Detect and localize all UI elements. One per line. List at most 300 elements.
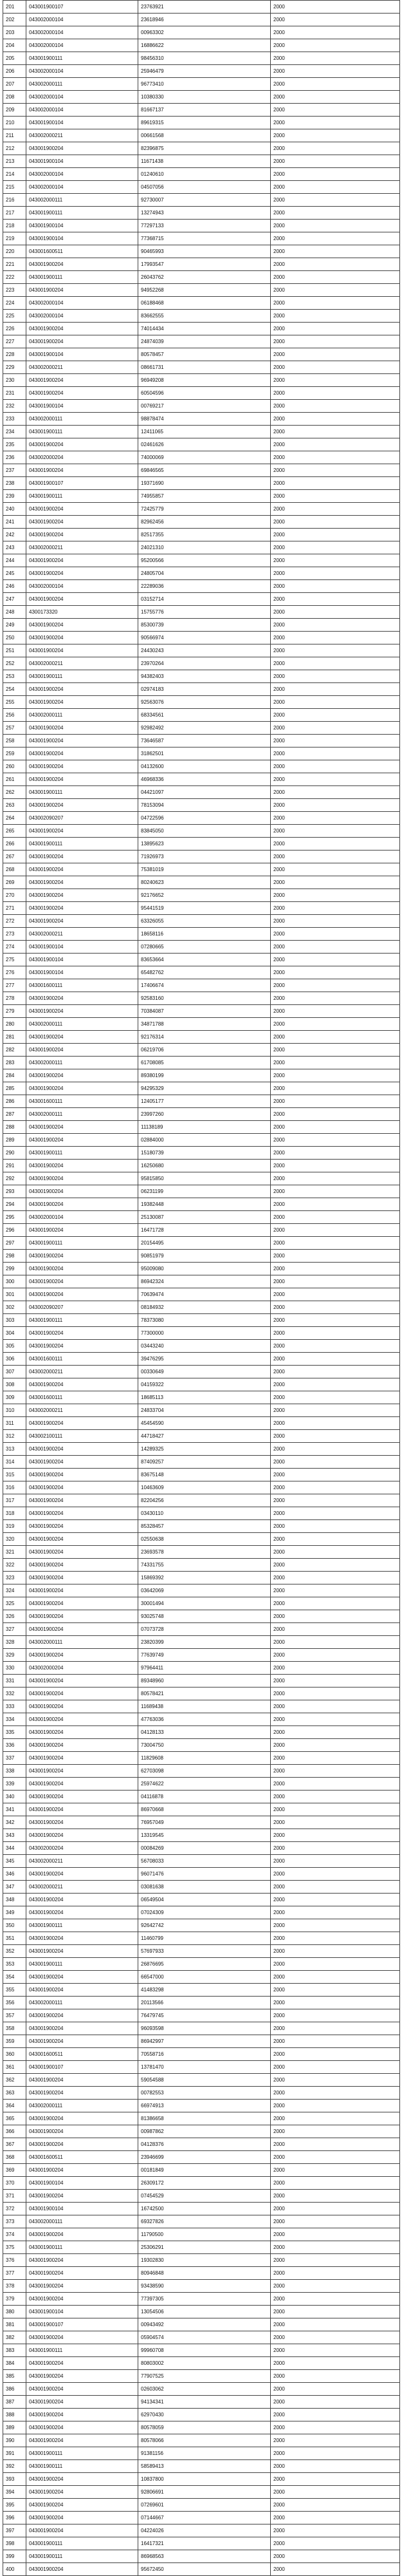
row-number-cell: 242 (3, 529, 26, 541)
amount-cell: 2000 (271, 361, 400, 374)
account-code-cell: 043001900204 (26, 1752, 138, 1765)
amount-cell: 2000 (271, 644, 400, 657)
id-number-cell: 07454529 (138, 2190, 271, 2203)
id-number-cell: 95200566 (138, 554, 271, 567)
amount-cell: 2000 (271, 1958, 400, 1971)
account-code-cell: 043001900204 (26, 2009, 138, 2022)
row-number-cell: 372 (3, 2203, 26, 2215)
account-code-cell: 043002000211 (26, 928, 138, 941)
table-row (3, 451, 400, 464)
amount-cell: 2000 (271, 2524, 400, 2537)
id-number-cell: 02603062 (138, 2383, 271, 2396)
amount-cell: 2000 (271, 1069, 400, 1082)
row-number-cell: 284 (3, 1069, 26, 1082)
table-row (3, 1700, 400, 1713)
amount-cell: 2000 (271, 2009, 400, 2022)
table-row (3, 14, 400, 26)
account-code-cell: 043001900107 (26, 2061, 138, 2074)
id-number-cell: 07144667 (138, 2512, 271, 2524)
amount-cell: 2000 (271, 1018, 400, 1031)
id-number-cell: 07280665 (138, 941, 271, 954)
id-number-cell: 23693578 (138, 1546, 271, 1559)
id-number-cell: 72425779 (138, 503, 271, 516)
table-row (3, 2421, 400, 2434)
id-number-cell: 92176652 (138, 889, 271, 902)
table-row (3, 2087, 400, 2100)
amount-cell: 2000 (271, 1301, 400, 1314)
account-code-cell: 043001900204 (26, 1765, 138, 1778)
row-number-cell: 254 (3, 683, 26, 696)
account-code-cell: 043001900204 (26, 696, 138, 709)
row-number-cell: 278 (3, 992, 26, 1005)
id-number-cell: 16250680 (138, 1160, 271, 1172)
amount-cell: 2000 (271, 2074, 400, 2087)
account-code-cell: 043001900204 (26, 1816, 138, 1829)
row-number-cell: 290 (3, 1147, 26, 1160)
row-number-cell: 223 (3, 284, 26, 297)
table-row (3, 2009, 400, 2022)
row-number-cell: 212 (3, 142, 26, 155)
amount-cell: 2000 (271, 2550, 400, 2563)
account-code-cell: 043001900204 (26, 799, 138, 812)
row-number-cell: 336 (3, 1739, 26, 1752)
account-code-cell: 043001900204 (26, 2112, 138, 2125)
amount-cell: 2000 (271, 2022, 400, 2035)
amount-cell: 2000 (271, 1224, 400, 1237)
id-number-cell: 90465993 (138, 245, 271, 258)
account-code-cell: 043002000111 (26, 1636, 138, 1649)
row-number-cell: 375 (3, 2241, 26, 2254)
table-row (3, 1031, 400, 1044)
account-code-cell: 043001900204 (26, 1803, 138, 1816)
table-row (3, 1172, 400, 1185)
table-row (3, 2331, 400, 2344)
row-number-cell: 243 (3, 541, 26, 554)
amount-cell: 2000 (271, 1417, 400, 1430)
row-number-cell: 237 (3, 464, 26, 477)
amount-cell: 2000 (271, 2370, 400, 2383)
row-number-cell: 219 (3, 232, 26, 245)
amount-cell: 2000 (271, 438, 400, 451)
table-row (3, 1237, 400, 1250)
table-row (3, 2512, 400, 2524)
amount-cell: 2000 (271, 2138, 400, 2151)
amount-cell: 2000 (271, 2215, 400, 2228)
table-row (3, 735, 400, 747)
row-number-cell: 256 (3, 709, 26, 722)
id-number-cell: 96071476 (138, 1868, 271, 1881)
amount-cell: 2000 (271, 2267, 400, 2280)
id-number-cell: 62970430 (138, 2409, 271, 2421)
account-code-cell: 043001900204 (26, 1469, 138, 1481)
account-code-cell: 043001900204 (26, 876, 138, 889)
id-number-cell: 90851979 (138, 1250, 271, 1263)
table-row (3, 284, 400, 297)
table-row (3, 1160, 400, 1172)
account-code-cell: 043001900204 (26, 374, 138, 387)
table-row (3, 1726, 400, 1739)
table-row (3, 760, 400, 773)
account-code-cell: 043001900204 (26, 1829, 138, 1842)
table-row (3, 490, 400, 503)
table-row (3, 413, 400, 426)
table-row (3, 207, 400, 220)
amount-cell: 2000 (271, 2048, 400, 2061)
amount-cell: 2000 (271, 670, 400, 683)
amount-cell: 2000 (271, 2112, 400, 2125)
table-row (3, 2318, 400, 2331)
amount-cell: 2000 (271, 1185, 400, 1198)
row-number-cell: 303 (3, 1314, 26, 1327)
id-number-cell: 83845050 (138, 825, 271, 838)
row-number-cell: 258 (3, 735, 26, 747)
account-code-cell: 043001900204 (26, 2396, 138, 2409)
amount-cell: 2000 (271, 2460, 400, 2473)
account-code-cell: 043001900204 (26, 1250, 138, 1263)
amount-cell: 2000 (271, 220, 400, 232)
id-number-cell: 23997260 (138, 1108, 271, 1121)
table-row (3, 1507, 400, 1520)
amount-cell: 2000 (271, 181, 400, 194)
account-code-cell: 043001600111 (26, 979, 138, 992)
row-number-cell: 385 (3, 2370, 26, 2383)
id-number-cell: 95009080 (138, 1263, 271, 1275)
table-row (3, 786, 400, 799)
row-number-cell: 332 (3, 1688, 26, 1700)
table-row (3, 2138, 400, 2151)
amount-cell: 2000 (271, 1404, 400, 1417)
table-row (3, 426, 400, 438)
row-number-cell: 318 (3, 1507, 26, 1520)
amount-cell: 2000 (271, 1572, 400, 1584)
account-code-cell: 043001900204 (26, 1868, 138, 1881)
account-code-cell: 043001900204 (26, 2524, 138, 2537)
amount-cell: 2000 (271, 451, 400, 464)
account-code-cell: 043001900204 (26, 1288, 138, 1301)
table-row (3, 670, 400, 683)
amount-cell: 2000 (271, 503, 400, 516)
row-number-cell: 383 (3, 2344, 26, 2357)
table-row (3, 773, 400, 786)
account-code-cell: 043002100111 (26, 1430, 138, 1443)
amount-cell: 2000 (271, 2331, 400, 2344)
id-number-cell: 23970264 (138, 657, 271, 670)
amount-cell: 2000 (271, 1250, 400, 1263)
table-row (3, 992, 400, 1005)
amount-cell: 2000 (271, 1919, 400, 1932)
account-code-cell: 043001900204 (26, 284, 138, 297)
id-number-cell: 92583160 (138, 992, 271, 1005)
amount-cell: 2000 (271, 2537, 400, 2550)
account-code-cell: 043001900204 (26, 1417, 138, 1430)
id-number-cell: 19371690 (138, 477, 271, 490)
id-number-cell: 75381019 (138, 863, 271, 876)
id-number-cell: 07073728 (138, 1623, 271, 1636)
table-row (3, 863, 400, 876)
table-row (3, 1121, 400, 1134)
table-row (3, 1275, 400, 1288)
account-code-cell: 043001900111 (26, 2344, 138, 2357)
id-number-cell: 99960708 (138, 2344, 271, 2357)
account-code-cell: 043002090207 (26, 812, 138, 825)
row-number-cell: 206 (3, 65, 26, 78)
table-row (3, 1984, 400, 1997)
amount-cell: 2000 (271, 2190, 400, 2203)
table-row (3, 838, 400, 851)
id-number-cell: 76957049 (138, 1816, 271, 1829)
row-number-cell: 260 (3, 760, 26, 773)
account-code-cell: 043001900111 (26, 786, 138, 799)
id-number-cell: 03081638 (138, 1881, 271, 1894)
account-code-cell: 043001900204 (26, 1945, 138, 1958)
account-code-cell: 043001900204 (26, 1275, 138, 1288)
table-row (3, 928, 400, 941)
account-code-cell: 043001900204 (26, 1494, 138, 1507)
amount-cell: 2000 (271, 2383, 400, 2396)
account-code-cell: 043001900204 (26, 2434, 138, 2447)
amount-cell: 2000 (271, 863, 400, 876)
account-code-cell: 043001900204 (26, 1185, 138, 1198)
table-row (3, 1623, 400, 1636)
table-row (3, 1108, 400, 1121)
row-number-cell: 234 (3, 426, 26, 438)
id-number-cell: 02461626 (138, 438, 271, 451)
table-row (3, 2550, 400, 2563)
account-code-cell: 043001900204 (26, 1456, 138, 1469)
amount-cell: 2000 (271, 954, 400, 966)
id-number-cell: 73004750 (138, 1739, 271, 1752)
id-number-cell: 16471728 (138, 1224, 271, 1237)
id-number-cell: 06188468 (138, 297, 271, 310)
account-code-cell: 043001900204 (26, 2254, 138, 2267)
account-code-cell: 043001900204 (26, 2074, 138, 2087)
amount-cell: 2000 (271, 838, 400, 851)
amount-cell: 2000 (271, 2318, 400, 2331)
account-code-cell: 430017332​0 (26, 606, 138, 619)
row-number-cell: 391 (3, 2447, 26, 2460)
account-code-cell: 043001900204 (26, 1005, 138, 1018)
id-number-cell: 22289036 (138, 580, 271, 593)
account-code-cell: 043002000111 (26, 2100, 138, 2112)
amount-cell: 2000 (271, 1481, 400, 1494)
account-code-cell: 043001900111 (26, 1958, 138, 1971)
row-number-cell: 323 (3, 1572, 26, 1584)
amount-cell: 2000 (271, 1791, 400, 1803)
amount-cell: 2000 (271, 1263, 400, 1275)
amount-cell: 2000 (271, 104, 400, 117)
row-number-cell: 396 (3, 2512, 26, 2524)
account-code-cell: 043001900111 (26, 1237, 138, 1250)
id-number-cell: 11689438 (138, 1700, 271, 1713)
row-number-cell: 309 (3, 1391, 26, 1404)
row-number-cell: 251 (3, 644, 26, 657)
account-code-cell: 043002000111 (26, 1997, 138, 2009)
table-row (3, 1572, 400, 1584)
account-code-cell: 043001900204 (26, 2563, 138, 2576)
table-row (3, 1147, 400, 1160)
id-number-cell: 86970668 (138, 1803, 271, 1816)
account-code-cell: 043002000104 (26, 580, 138, 593)
row-number-cell: 368 (3, 2151, 26, 2164)
account-code-cell: 043001900204 (26, 258, 138, 271)
amount-cell: 2000 (271, 1868, 400, 1881)
account-code-cell: 043001900204 (26, 1044, 138, 1057)
id-number-cell: 10837800 (138, 2473, 271, 2486)
table-row (3, 2434, 400, 2447)
id-number-cell: 06549504 (138, 1894, 271, 1906)
table-row (3, 1185, 400, 1198)
table-row (3, 1263, 400, 1275)
account-code-cell: 043001900204 (26, 2370, 138, 2383)
table-row (3, 644, 400, 657)
row-number-cell: 294 (3, 1198, 26, 1211)
id-number-cell: 69846565 (138, 464, 271, 477)
row-number-cell: 253 (3, 670, 26, 683)
row-number-cell: 230 (3, 374, 26, 387)
id-number-cell: 14289325 (138, 1443, 271, 1456)
row-number-cell: 313 (3, 1443, 26, 1456)
row-number-cell: 377 (3, 2267, 26, 2280)
id-number-cell: 30001494 (138, 1597, 271, 1610)
amount-cell: 2000 (271, 1623, 400, 1636)
amount-cell: 2000 (271, 2486, 400, 2499)
id-number-cell: 93438590 (138, 2280, 271, 2293)
account-code-cell: 043001900204 (26, 825, 138, 838)
row-number-cell: 287 (3, 1108, 26, 1121)
table-row (3, 1430, 400, 1443)
row-number-cell: 220 (3, 245, 26, 258)
table-row (3, 2396, 400, 2409)
table-row (3, 194, 400, 207)
account-code-cell: 043001900204 (26, 683, 138, 696)
table-row (3, 2537, 400, 2550)
id-number-cell: 02550638 (138, 1533, 271, 1546)
amount-cell: 2000 (271, 2061, 400, 2074)
table-row (3, 2035, 400, 2048)
table-row (3, 1932, 400, 1945)
id-number-cell: 80803002 (138, 2357, 271, 2370)
amount-cell: 2000 (271, 889, 400, 902)
id-number-cell: 00330649 (138, 1366, 271, 1378)
amount-cell: 2000 (271, 529, 400, 541)
amount-cell: 2000 (271, 1945, 400, 1958)
id-number-cell: 04507056 (138, 181, 271, 194)
row-number-cell: 331 (3, 1675, 26, 1688)
account-code-cell: 043001900204 (26, 1443, 138, 1456)
account-code-cell: 043001900204 (26, 387, 138, 400)
table-row (3, 1494, 400, 1507)
table-row (3, 941, 400, 954)
account-code-cell: 043002000211 (26, 1881, 138, 1894)
row-number-cell: 398 (3, 2537, 26, 2550)
table-row (3, 1662, 400, 1675)
id-number-cell: 74331755 (138, 1559, 271, 1572)
row-number-cell: 355 (3, 1984, 26, 1997)
amount-cell: 2000 (271, 129, 400, 142)
id-number-cell: 81386658 (138, 2112, 271, 2125)
account-code-cell: 043001900204 (26, 760, 138, 773)
account-code-cell: 043002000211 (26, 657, 138, 670)
account-code-cell: 043002000104 (26, 1211, 138, 1224)
account-code-cell: 043001900204 (26, 1263, 138, 1275)
account-code-cell: 043001900204 (26, 1520, 138, 1533)
amount-cell: 2000 (271, 1211, 400, 1224)
row-number-cell: 233 (3, 413, 26, 426)
account-code-cell: 043001900107 (26, 2318, 138, 2331)
table-row (3, 851, 400, 863)
table-row (3, 104, 400, 117)
account-code-cell: 043001900204 (26, 2512, 138, 2524)
id-number-cell: 93025748 (138, 1610, 271, 1623)
table-row (3, 1791, 400, 1803)
account-code-cell: 043001900111 (26, 2537, 138, 2550)
table-row (3, 799, 400, 812)
amount-cell: 2000 (271, 1353, 400, 1366)
row-number-cell: 386 (3, 2383, 26, 2396)
row-number-cell: 229 (3, 361, 26, 374)
row-number-cell: 329 (3, 1649, 26, 1662)
id-number-cell: 23946699 (138, 2151, 271, 2164)
account-code-cell: 043001900204 (26, 1121, 138, 1134)
id-number-cell: 85300739 (138, 619, 271, 632)
id-number-cell: 66974913 (138, 2100, 271, 2112)
amount-cell: 2000 (271, 2254, 400, 2267)
amount-cell: 2000 (271, 2164, 400, 2177)
amount-cell: 2000 (271, 1494, 400, 1507)
amount-cell: 2000 (271, 464, 400, 477)
amount-cell: 2000 (271, 39, 400, 52)
table-row (3, 1378, 400, 1391)
id-number-cell: 13319545 (138, 1829, 271, 1842)
row-number-cell: 384 (3, 2357, 26, 2370)
account-code-cell: 043001900204 (26, 1700, 138, 1713)
amount-cell: 2000 (271, 194, 400, 207)
account-code-cell: 043001900104 (26, 2306, 138, 2318)
amount-cell: 2000 (271, 786, 400, 799)
table-row (3, 1095, 400, 1108)
amount-cell: 2000 (271, 335, 400, 348)
amount-cell: 2000 (271, 413, 400, 426)
account-code-cell: 043001900204 (26, 1984, 138, 1997)
id-number-cell: 00769217 (138, 400, 271, 413)
table-row (3, 361, 400, 374)
account-code-cell: 043001900204 (26, 1610, 138, 1623)
amount-cell: 2000 (271, 2035, 400, 2048)
table-row (3, 142, 400, 155)
table-row (3, 1958, 400, 1971)
table-row (3, 1018, 400, 1031)
row-number-cell: 361 (3, 2061, 26, 2074)
table-row (3, 915, 400, 928)
row-number-cell: 337 (3, 1752, 26, 1765)
id-number-cell: 62703098 (138, 1765, 271, 1778)
table-row (3, 387, 400, 400)
table-row (3, 2125, 400, 2138)
table-row (3, 541, 400, 554)
id-number-cell: 00943492 (138, 2318, 271, 2331)
table-row (3, 1327, 400, 1340)
row-number-cell: 266 (3, 838, 26, 851)
row-number-cell: 320 (3, 1533, 26, 1546)
row-number-cell: 213 (3, 155, 26, 168)
account-code-cell: 043002000211 (26, 541, 138, 554)
id-number-cell: 05904574 (138, 2331, 271, 2344)
row-number-cell: 292 (3, 1172, 26, 1185)
row-number-cell: 201 (3, 1, 26, 14)
table-row (3, 503, 400, 516)
amount-cell: 2000 (271, 1340, 400, 1353)
amount-cell: 2000 (271, 14, 400, 26)
